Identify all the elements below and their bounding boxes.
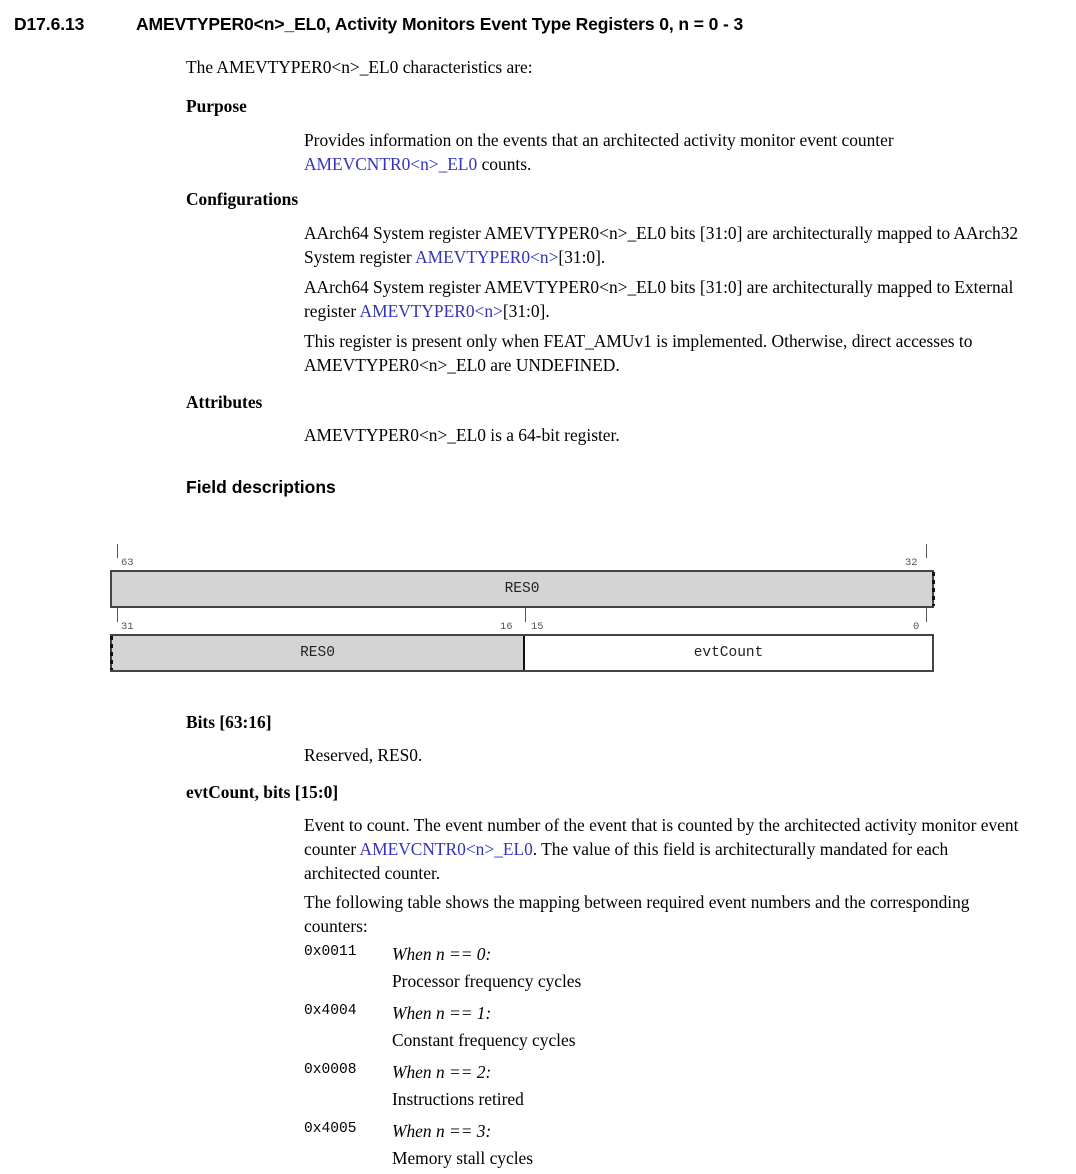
bit-label-16: 16 <box>500 621 513 633</box>
configurations-para-1 <box>304 221 1028 269</box>
continuation-marker-right-upper <box>932 572 935 606</box>
bit-label-15: 15 <box>531 621 544 633</box>
event-cond-1: When n == 1: <box>392 1003 492 1023</box>
config-3-text-2: . <box>615 355 620 375</box>
purpose-body <box>304 128 1044 176</box>
page-title <box>14 14 1062 35</box>
evtcount-text-1: Event to count. The event number of the event that is counted by the architected activity monitor event counter <box>304 815 1019 859</box>
event-hex-3: 0x4005 <box>304 1121 357 1137</box>
event-desc-2: Instructions retired <box>392 1089 524 1109</box>
field-evtcount: evtCount <box>525 636 934 670</box>
event-desc-3: Memory stall cycles <box>392 1148 534 1168</box>
event-desc-1: Constant frequency cycles <box>392 1030 576 1050</box>
config-2-text-2: [31:0]. <box>502 301 550 321</box>
configurations-para-3 <box>304 329 1028 377</box>
amevcntr0-link[interactable]: AMEVCNTR0<n>_EL0 <box>304 154 478 174</box>
bit-label-63: 63 <box>121 557 134 569</box>
bits-63-16-title: Bits [63:16] <box>186 712 272 732</box>
attributes-body: AMEVTYPER0<n>_EL0 is a 64-bit register. <box>304 425 620 445</box>
evtcount-para-2: The following table shows the mapping between required event numbers and the corresponding counters: <box>304 892 970 936</box>
bit-row-lower <box>110 621 934 684</box>
purpose-heading: Purpose <box>186 96 247 116</box>
bit-fields-lower <box>110 634 934 672</box>
bit-fields-upper <box>110 570 934 608</box>
continuation-marker-left-lower <box>110 636 113 670</box>
bit-labels-upper <box>110 557 934 571</box>
field-descriptions-heading: Field descriptions <box>186 477 336 497</box>
section-number: D17.6.13 <box>14 14 85 34</box>
config-1-text-1: AArch64 System register AMEVTYPER0<n>_EL0 bits [31:0] are architecturally mapped to AArch32 System register <box>304 223 1019 267</box>
purpose-text-2: counts. <box>477 154 532 174</box>
bit-label-0: 0 <box>913 621 920 633</box>
evtcount-para-1 <box>304 813 1028 885</box>
undefined-keyword: UNDEFINED <box>515 355 616 375</box>
field-res0-lower: RES0 <box>110 636 525 670</box>
reserved-text-1: Reserved, <box>304 745 378 765</box>
amevtyper0-external-link[interactable]: AMEVTYPER0<n> <box>359 301 503 321</box>
event-hex-2: 0x0008 <box>304 1062 357 1078</box>
bit-label-31: 31 <box>121 621 134 633</box>
event-hex-1: 0x4004 <box>304 1003 357 1019</box>
event-desc-0: Processor frequency cycles <box>392 971 582 991</box>
intro-text: The AMEVTYPER0<n>_EL0 characteristics are: <box>186 57 533 77</box>
amevcntr0-link-2[interactable]: AMEVCNTR0<n>_EL0 <box>359 839 533 859</box>
event-cond-2: When n == 2: <box>392 1062 492 1082</box>
res0-keyword: RES0 <box>377 745 418 765</box>
bits-63-16-body <box>304 743 1044 767</box>
config-3-text-1: This register is present only when FEAT_AMUv1 is implemented. Otherwise, direct accesses to AMEVTYPER0<n>_EL0 are <box>304 331 973 375</box>
event-hex-0: 0x0011 <box>304 944 357 960</box>
evtcount-text-2: . The value of this field is architecturally mandated for each architected counter. <box>304 839 949 883</box>
section-title: AMEVTYPER0<n>_EL0, Activity Monitors Event Type Registers 0, n = 0 - 3 <box>136 14 744 34</box>
event-cond-3: When n == 3: <box>392 1121 492 1141</box>
reserved-text-2: . <box>418 745 423 765</box>
bit-row-upper <box>110 557 934 620</box>
event-cond-0: When n == 0: <box>392 944 492 964</box>
config-1-text-2: [31:0]. <box>558 247 606 267</box>
register-bit-diagram <box>110 558 950 683</box>
configurations-para-2 <box>304 275 1028 323</box>
field-res0-upper: RES0 <box>110 572 934 606</box>
config-2-text-1: AArch64 System register AMEVTYPER0<n>_EL0 bits [31:0] are architecturally mapped to External register <box>304 277 1014 321</box>
purpose-text-1: Provides information on the events that an architected activity monitor event counter <box>304 130 894 150</box>
bit-labels-lower <box>110 621 934 635</box>
evtcount-field-title: evtCount, bits [15:0] <box>186 782 339 802</box>
attributes-heading: Attributes <box>186 392 263 412</box>
amevtyper0-aarch32-link[interactable]: AMEVTYPER0<n> <box>415 247 559 267</box>
configurations-heading: Configurations <box>186 189 299 209</box>
bit-label-32: 32 <box>905 557 918 569</box>
